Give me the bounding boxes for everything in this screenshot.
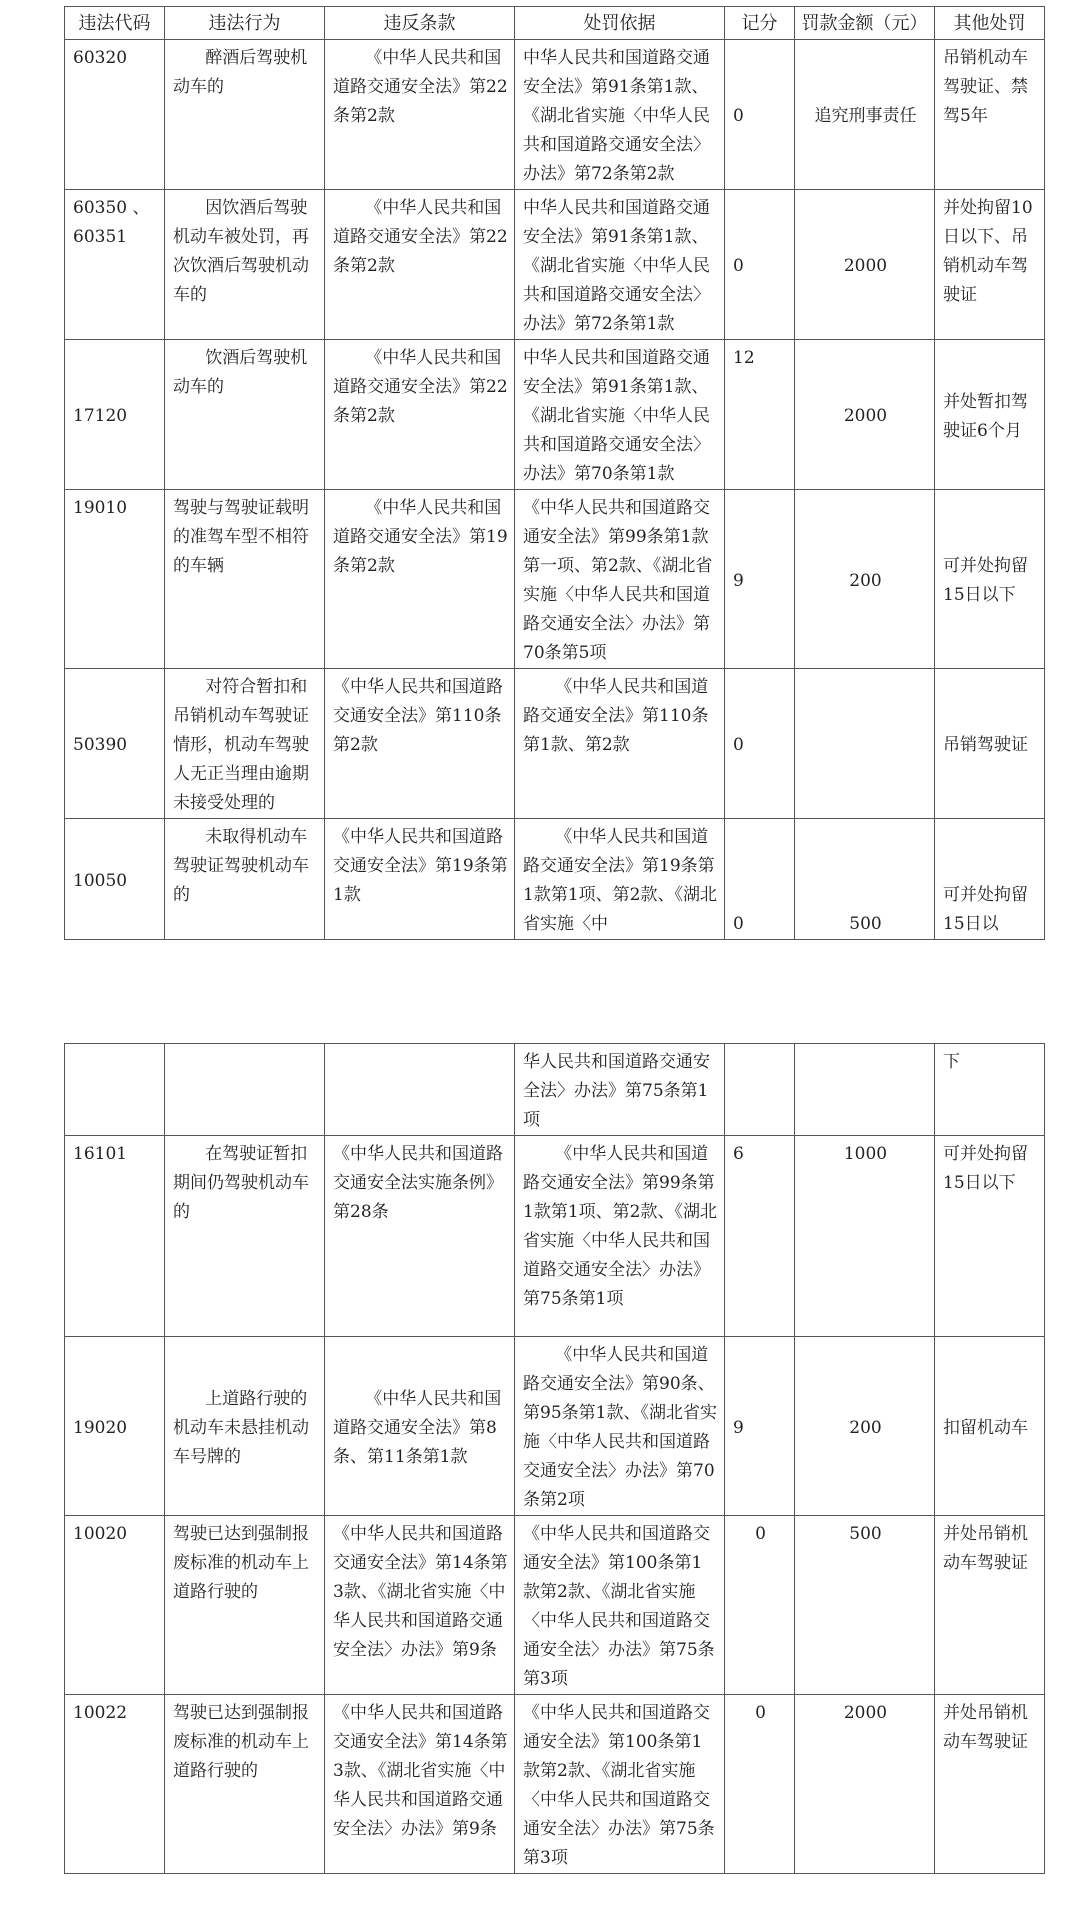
cell-points: 6 — [725, 1136, 795, 1337]
cell-points: 0 — [725, 1516, 795, 1695]
cell-basis: 中华人民共和国道路交通安全法》第91条第1款、《湖北省实施〈中华人民共和国道路交通安全法〉办法》第70条第1款 — [515, 340, 725, 490]
header-other: 其他处罚 — [935, 7, 1045, 40]
cell-other: 并处吊销机动车驾驶证 — [935, 1695, 1045, 1874]
cell-act: 驾驶已达到强制报废标准的机动车上道路行驶的 — [165, 1695, 325, 1874]
cell-other: 可并处拘留15日以 — [935, 819, 1045, 940]
table-row — [65, 1044, 1045, 1136]
cell-fine — [795, 669, 935, 819]
table-row — [65, 40, 1045, 190]
header-basis: 处罚依据 — [515, 7, 725, 40]
cell-points: 0 — [725, 40, 795, 190]
cell-fine: 2000 — [795, 190, 935, 340]
cell-clause: 《中华人民共和国道路交通安全法》第22条第2款 — [325, 40, 515, 190]
cell-act: 未取得机动车驾驶证驾驶机动车的 — [165, 819, 325, 940]
cell-points: 9 — [725, 1337, 795, 1516]
cell-other: 吊销机动车驾驶证、禁驾5年 — [935, 40, 1045, 190]
table-row — [65, 669, 1045, 819]
cell-fine: 追究刑事责任 — [795, 40, 935, 190]
header-points: 记分 — [725, 7, 795, 40]
cell-act: 因饮酒后驾驶机动车被处罚，再次饮酒后驾驶机动车的 — [165, 190, 325, 340]
cell-act: 对符合暂扣和吊销机动车驾驶证情形，机动车驾驶人无正当理由逾期未接受处理的 — [165, 669, 325, 819]
cell-basis: 《中华人民共和国道路交通安全法》第90条、第95条第1款、《湖北省实施〈中华人民共和国道路交通安全法〉办法》第70条第2项 — [515, 1337, 725, 1516]
cell-code: 50390 — [65, 669, 165, 819]
cell-act: 饮酒后驾驶机动车的 — [165, 340, 325, 490]
cell-points: 0 — [725, 1695, 795, 1874]
cell-act: 驾驶已达到强制报废标准的机动车上道路行驶的 — [165, 1516, 325, 1695]
cell-basis: 《中华人民共和国道路交通安全法》第99条第1款第一项、第2款、《湖北省实施〈中华人民共和国道路交通安全法〉办法》第70条第5项 — [515, 490, 725, 669]
cell-code — [65, 1044, 165, 1136]
cell-clause — [325, 1044, 515, 1136]
cell-basis: 《中华人民共和国道路交通安全法》第19条第1款第1项、第2款、《湖北省实施〈中 — [515, 819, 725, 940]
cell-fine: 2000 — [795, 1695, 935, 1874]
cell-basis: 《中华人民共和国道路交通安全法》第110条第1款、第2款 — [515, 669, 725, 819]
cell-clause: 《中华人民共和国道路交通安全法实施条例》第28条 — [325, 1136, 515, 1337]
cell-basis: 华人民共和国道路交通安全法〉办法》第75条第1项 — [515, 1044, 725, 1136]
cell-clause: 《中华人民共和国道路交通安全法》第14条第3款、《湖北省实施〈中华人民共和国道路交通安全法〉办法》第9条 — [325, 1516, 515, 1695]
table-header-row — [65, 7, 1045, 40]
violation-table-bottom — [64, 1043, 1045, 1874]
cell-code: 60350 、60351 — [65, 190, 165, 340]
cell-fine: 500 — [795, 819, 935, 940]
cell-points: 12 — [725, 340, 795, 490]
cell-other: 并处暂扣驾驶证6个月 — [935, 340, 1045, 490]
cell-points: 9 — [725, 490, 795, 669]
cell-other: 可并处拘留15日以下 — [935, 1136, 1045, 1337]
cell-clause: 《中华人民共和国道路交通安全法》第110条第2款 — [325, 669, 515, 819]
cell-clause: 《中华人民共和国道路交通安全法》第22条第2款 — [325, 340, 515, 490]
cell-points: 0 — [725, 669, 795, 819]
table-row — [65, 1516, 1045, 1695]
cell-points: 0 — [725, 819, 795, 940]
cell-basis: 《中华人民共和国道路交通安全法》第100条第1款第2款、《湖北省实施〈中华人民共和国道路交通安全法〉办法》第75条第3项 — [515, 1516, 725, 1695]
cell-basis: 《中华人民共和国道路交通安全法》第99条第1款第1项、第2款、《湖北省实施〈中华人民共和国道路交通安全法〉办法》第75条第1项 — [515, 1136, 725, 1337]
cell-other: 扣留机动车 — [935, 1337, 1045, 1516]
cell-other: 下 — [935, 1044, 1045, 1136]
cell-other: 并处吊销机动车驾驶证 — [935, 1516, 1045, 1695]
cell-code: 19010 — [65, 490, 165, 669]
cell-act — [165, 1044, 325, 1136]
header-code: 违法代码 — [65, 7, 165, 40]
cell-points — [725, 1044, 795, 1136]
cell-code: 60320 — [65, 40, 165, 190]
header-fine: 罚款金额（元） — [795, 7, 935, 40]
cell-clause: 《中华人民共和国道路交通安全法》第19条第2款 — [325, 490, 515, 669]
table-row — [65, 490, 1045, 669]
cell-code: 10050 — [65, 819, 165, 940]
cell-fine — [795, 1044, 935, 1136]
cell-act: 醉酒后驾驶机动车的 — [165, 40, 325, 190]
cell-code: 10022 — [65, 1695, 165, 1874]
table-row — [65, 1136, 1045, 1337]
table-row — [65, 340, 1045, 490]
cell-code: 19020 — [65, 1337, 165, 1516]
cell-clause: 《中华人民共和国道路交通安全法》第8条、第11条第1款 — [325, 1337, 515, 1516]
cell-code: 17120 — [65, 340, 165, 490]
table-row — [65, 819, 1045, 940]
cell-fine: 500 — [795, 1516, 935, 1695]
table-row — [65, 1337, 1045, 1516]
cell-clause: 《中华人民共和国道路交通安全法》第22条第2款 — [325, 190, 515, 340]
cell-other: 可并处拘留15日以下 — [935, 490, 1045, 669]
cell-fine: 200 — [795, 490, 935, 669]
cell-other: 吊销驾驶证 — [935, 669, 1045, 819]
cell-code: 10020 — [65, 1516, 165, 1695]
cell-act: 在驾驶证暂扣期间仍驾驶机动车的 — [165, 1136, 325, 1337]
header-clause: 违反条款 — [325, 7, 515, 40]
cell-clause: 《中华人民共和国道路交通安全法》第19条第1款 — [325, 819, 515, 940]
cell-code: 16101 — [65, 1136, 165, 1337]
cell-clause: 《中华人民共和国道路交通安全法》第14条第3款、《湖北省实施〈中华人民共和国道路交通安全法〉办法》第9条 — [325, 1695, 515, 1874]
cell-fine: 2000 — [795, 340, 935, 490]
cell-act: 驾驶与驾驶证载明的准驾车型不相符的车辆 — [165, 490, 325, 669]
violation-table-top — [64, 6, 1045, 940]
cell-basis: 《中华人民共和国道路交通安全法》第100条第1款第2款、《湖北省实施〈中华人民共和国道路交通安全法〉办法》第75条第3项 — [515, 1695, 725, 1874]
cell-basis: 中华人民共和国道路交通安全法》第91条第1款、《湖北省实施〈中华人民共和国道路交通安全法〉办法》第72条第2款 — [515, 40, 725, 190]
cell-fine: 200 — [795, 1337, 935, 1516]
cell-points: 0 — [725, 190, 795, 340]
cell-act: 上道路行驶的机动车未悬挂机动车号牌的 — [165, 1337, 325, 1516]
table-row — [65, 1695, 1045, 1874]
table-row — [65, 190, 1045, 340]
cell-other: 并处拘留10日以下、吊销机动车驾驶证 — [935, 190, 1045, 340]
cell-fine: 1000 — [795, 1136, 935, 1337]
header-act: 违法行为 — [165, 7, 325, 40]
cell-basis: 中华人民共和国道路交通安全法》第91条第1款、《湖北省实施〈中华人民共和国道路交通安全法〉办法》第72条第1款 — [515, 190, 725, 340]
